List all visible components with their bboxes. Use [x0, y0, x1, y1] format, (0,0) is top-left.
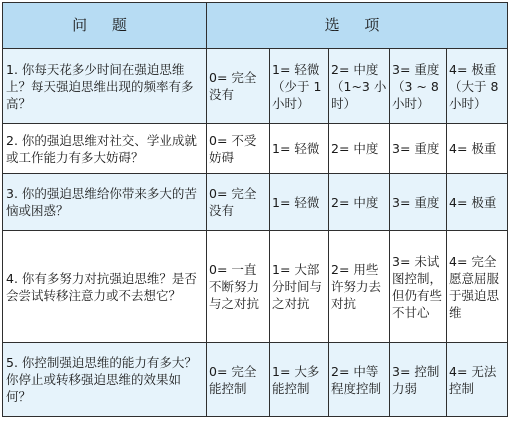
option-cell: 3= 未试图控制，但仍有些不甘心: [390, 231, 447, 343]
option-cell: 0= 不受妨碍: [207, 124, 270, 174]
option-cell: 3= 重度: [390, 174, 447, 231]
question-cell: 3. 你的强迫思维给你带来多大的苦恼或困惑？: [3, 174, 207, 231]
header-options: 选 项: [207, 3, 508, 49]
table-row: [3, 174, 508, 231]
option-cell: 0= 完全能控制: [207, 343, 270, 417]
header-row: [3, 3, 508, 49]
option-cell: 4= 极重: [447, 124, 508, 174]
question-cell: 5. 你控制强迫思维的能力有多大？你停止或转移强迫思维的效果如何？: [3, 343, 207, 417]
option-cell: 2= 中等程度控制: [329, 343, 390, 417]
option-cell: 0= 完全没有: [207, 49, 270, 124]
question-cell: 1. 你每天花多少时间在强迫思维上？每天强迫思维出现的频率有多高？: [3, 49, 207, 124]
option-cell: 2= 中度: [329, 174, 390, 231]
option-cell: 1= 轻微（少于 1 小时）: [270, 49, 329, 124]
option-cell: 3= 控制力弱: [390, 343, 447, 417]
option-cell: 2= 中度（1~3 小时）: [329, 49, 390, 124]
option-cell: 0= 完全没有: [207, 174, 270, 231]
table-row: [3, 124, 508, 174]
option-cell: 4= 极重（大于 8 小时）: [447, 49, 508, 124]
option-cell: 2= 用些许努力去对抗: [329, 231, 390, 343]
option-cell: 2= 中度: [329, 124, 390, 174]
table-row: [3, 49, 508, 124]
question-cell: 2. 你的强迫思维对社交、学业成就或工作能力有多大妨碍？: [3, 124, 207, 174]
option-cell: 4= 无法控制: [447, 343, 508, 417]
option-cell: 4= 极重: [447, 174, 508, 231]
table-row: [3, 343, 508, 417]
question-cell: 4. 你有多努力对抗强迫思维？是否会尝试转移注意力或不去想它？: [3, 231, 207, 343]
header-question: 问 题: [3, 3, 207, 49]
option-cell: 3= 重度（3 ~ 8 小时）: [390, 49, 447, 124]
option-cell: 1= 轻微: [270, 124, 329, 174]
option-cell: 1= 大部分时间与之对抗: [270, 231, 329, 343]
option-cell: 1= 大多能控制: [270, 343, 329, 417]
table-row: [3, 231, 508, 343]
ocd-obsession-scale-table: [2, 2, 508, 417]
option-cell: 3= 重度: [390, 124, 447, 174]
option-cell: 1= 轻微: [270, 174, 329, 231]
option-cell: 4= 完全愿意屈服于强迫思维: [447, 231, 508, 343]
option-cell: 0= 一直不断努力与之对抗: [207, 231, 270, 343]
